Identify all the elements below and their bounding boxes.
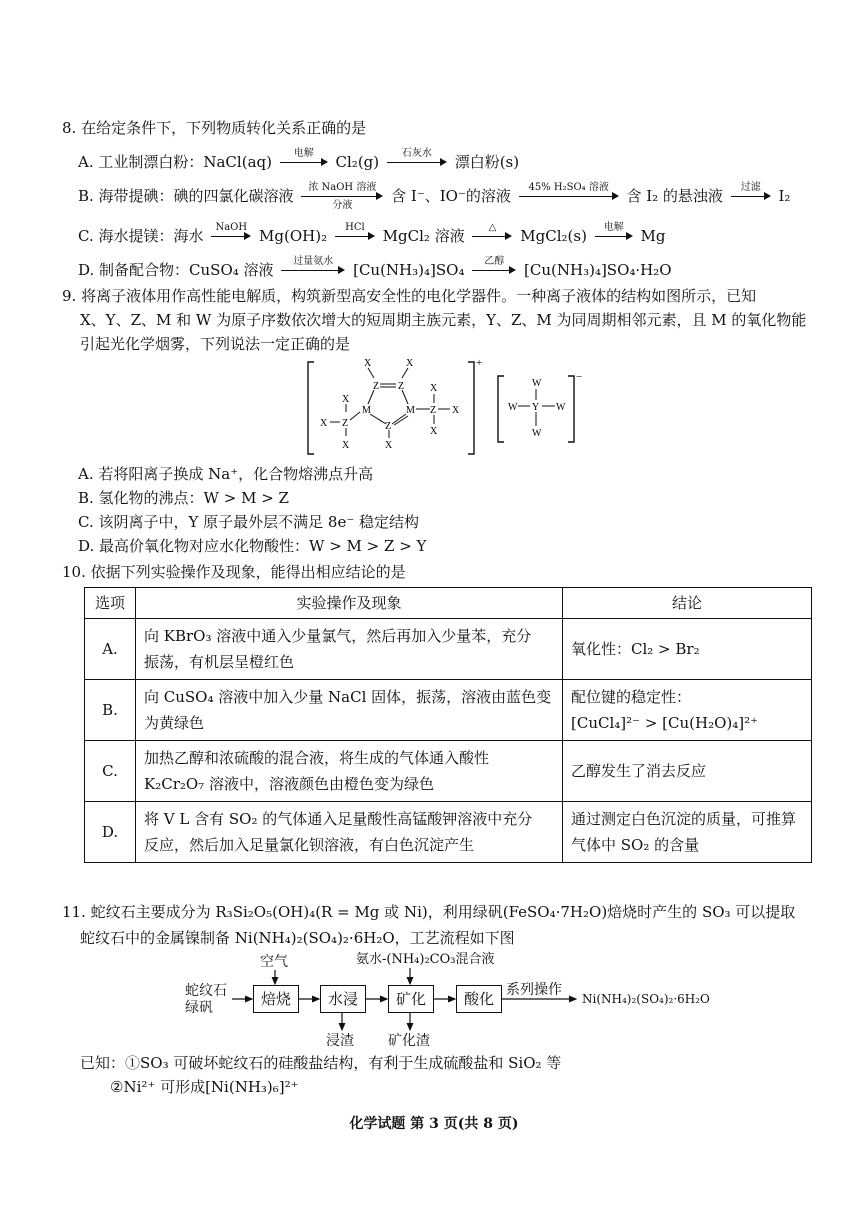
table-row <box>85 802 812 863</box>
reaction-arrow: 过量氨水 <box>281 261 345 281</box>
row-conclusion: 通过测定白色沉淀的质量，可推算 气体中 SO₂ 的含量 <box>563 802 812 863</box>
flow-input-serpentine: 蛇纹石 <box>185 983 227 999</box>
row-operation: 加热乙醇和浓硫酸的混合液，将生成的气体通入酸性 K₂Cr₂O₇ 溶液中，溶液颜色由橙色变为绿色 <box>136 741 563 802</box>
atom-label: Y <box>532 402 540 413</box>
table-row <box>85 680 812 741</box>
reaction-arrow: 电解 <box>280 153 328 173</box>
q8-b-label: B. 海带提碘：碘的四氯化碳溶液 <box>78 187 294 205</box>
reaction-arrow: △ <box>472 227 512 247</box>
row-conclusion: 氧化性：Cl₂ > Br₂ <box>563 619 812 680</box>
q9-option-d: D. 最高价氧化物对应水化物酸性：W > M > Z > Y <box>78 537 427 555</box>
table-row <box>85 619 812 680</box>
atom-label: Z <box>430 405 437 416</box>
atom-label: W <box>532 378 542 389</box>
flow-reagent-label: 氨水-(NH₄)₂CO₃混合液 <box>356 952 495 967</box>
q11-stem-line2: 蛇纹石中的金属镍制备 Ni(NH₄)₂(SO₄)₂·6H₂O，工艺流程如下图 <box>80 929 515 947</box>
table-row <box>85 741 812 802</box>
header-option: 选项 <box>85 588 136 619</box>
reaction-arrow: 电解 <box>595 227 633 247</box>
q8-stem: 8. 在给定条件下，下列物质转化关系正确的是 <box>62 119 367 137</box>
atom-label: X <box>342 394 350 405</box>
page-footer: 化学试题 第 3 页(共 8 页) <box>349 1116 519 1132</box>
q9-stem-line3: 引起光化学烟雾，下列说法一定正确的是 <box>80 335 351 353</box>
table-header-row <box>85 588 812 619</box>
flow-box-acidify: 酸化 <box>456 985 502 1013</box>
row-operation: 向 KBrO₃ 溶液中通入少量氯气，然后再加入少量苯，充分 振荡，有机层呈橙红色 <box>136 619 563 680</box>
ionic-liquid-structure <box>300 356 590 461</box>
q8-option-d: D. 制备配合物：CuSO₄ 溶液 过量氨水 [Cu(NH₃)₄]SO₄ 乙醇 [Cu(NH₃)₄]SO₄·H₂O <box>78 256 672 279</box>
reaction-arrow: 过滤 <box>731 187 771 207</box>
row-option: B. <box>85 680 136 741</box>
atom-label: M <box>362 405 371 416</box>
atom-label: W <box>556 402 566 413</box>
q8-c-label: C. 海水提镁：海水 <box>78 227 204 245</box>
row-option: D. <box>85 802 136 863</box>
reaction-arrow: 45% H₂SO₄ 溶液 <box>519 187 619 207</box>
reaction-arrow: NaOH <box>211 227 251 247</box>
q8-option-b: B. 海带提碘：碘的四氯化碳溶液 浓 NaOH 溶液 分液 含 I⁻、IO⁻的溶液 45% H₂SO₄ 溶液 含 I₂ 的悬浊液 过滤 I₂ <box>78 182 791 211</box>
flow-air-label: 空气 <box>260 954 288 970</box>
header-conclusion: 结论 <box>563 588 812 619</box>
reaction-arrow: 浓 NaOH 溶液 分液 <box>301 187 383 207</box>
q9-stem-line2: X、Y、Z、M 和 W 为原子序数依次增大的短周期主族元素，Y、Z、M 为同周期相邻元素，且 M 的氧化物能 <box>80 311 807 329</box>
q10-stem: 10. 依据下列实验操作及现象，能得出相应结论的是 <box>62 563 406 581</box>
row-operation: 将 V L 含有 SO₂ 的气体通入足量酸性高锰酸钾溶液中充分 反应，然后加入足量氯化钡溶液，有白色沉淀产生 <box>136 802 563 863</box>
q9-option-a: A. 若将阳离子换成 Na⁺，化合物熔沸点升高 <box>78 465 374 483</box>
flow-box-water-leach: 水浸 <box>320 985 366 1013</box>
q9-stem-line1: 9. 将离子液体用作高性能电解质，构筑新型高安全性的电化学器件。一种离子液体的结构如图所示，已知 <box>62 287 757 305</box>
row-conclusion: 配位键的稳定性： [CuCl₄]²⁻ > [Cu(H₂O)₄]²⁺ <box>563 680 812 741</box>
q8-option-a: A. 工业制漂白粉：NaCl(aq) 电解 Cl₂(g) 石灰水 漂白粉(s) <box>78 148 520 171</box>
atom-label: Z <box>385 421 392 432</box>
flow-residue-mineralize: 矿化渣 <box>388 1033 430 1049</box>
reaction-arrow: HCl <box>335 227 375 247</box>
atom-label: X <box>385 440 393 451</box>
flow-residue-leach: 浸渣 <box>326 1033 354 1049</box>
atom-label: X <box>430 426 438 437</box>
flow-input-green-vitriol: 绿矾 <box>185 1000 213 1016</box>
atom-label: W <box>532 428 542 439</box>
atom-label: X <box>320 418 328 429</box>
flow-series-operation: 系列操作 <box>506 982 562 998</box>
atom-label: M <box>406 405 415 416</box>
atom-label: X <box>430 383 438 394</box>
header-operation: 实验操作及现象 <box>136 588 563 619</box>
flow-box-roast: 焙烧 <box>253 985 299 1013</box>
q9-option-b: B. 氢化物的沸点：W > M > Z <box>78 489 289 507</box>
q8-option-c: C. 海水提镁：海水 NaOH Mg(OH)₂ HCl MgCl₂ 溶液 △ MgCl₂(s) 电解 Mg <box>78 222 666 245</box>
atom-label: X <box>364 358 372 369</box>
row-option: C. <box>85 741 136 802</box>
flow-product: Ni(NH₄)₂(SO₄)₂·6H₂O <box>582 992 710 1006</box>
atom-label: W <box>508 402 518 413</box>
q9-option-c: C. 该阴离子中，Y 原子最外层不满足 8e⁻ 稳定结构 <box>78 513 420 531</box>
cation-charge: + <box>476 357 483 369</box>
atom-label: Z <box>398 381 405 392</box>
q11-known-2: ②Ni²⁺ 可形成[Ni(NH₃)₆]²⁺ <box>110 1078 299 1096</box>
q11-known-1: 已知：①SO₃ 可破坏蛇纹石的硅酸盐结构，有利于生成硫酸盐和 SiO₂ 等 <box>80 1054 562 1072</box>
q8-d-label: D. 制备配合物：CuSO₄ 溶液 <box>78 261 274 279</box>
row-operation: 向 CuSO₄ 溶液中加入少量 NaCl 固体，振荡，溶液由蓝色变 为黄绿色 <box>136 680 563 741</box>
reaction-arrow: 石灰水 <box>387 153 447 173</box>
q8-a-label: A. 工业制漂白粉：NaCl(aq) <box>78 153 272 171</box>
atom-label: X <box>342 440 350 451</box>
experiment-table <box>84 587 812 863</box>
row-option: A. <box>85 619 136 680</box>
atom-label: Z <box>373 381 380 392</box>
q11-stem-line1: 11. 蛇纹石主要成分为 R₃Si₂O₅(OH)₄(R = Mg 或 Ni)，利用绿矾(FeSO₄·7H₂O)焙烧时产生的 SO₃ 可以提取 <box>62 903 796 921</box>
anion-charge: − <box>576 371 583 383</box>
atom-label: Z <box>342 418 349 429</box>
atom-label: X <box>406 358 414 369</box>
flow-box-mineralize: 矿化 <box>388 985 434 1013</box>
row-conclusion: 乙醇发生了消去反应 <box>563 741 812 802</box>
reaction-arrow: 乙醇 <box>472 261 516 281</box>
atom-label: X <box>452 405 460 416</box>
